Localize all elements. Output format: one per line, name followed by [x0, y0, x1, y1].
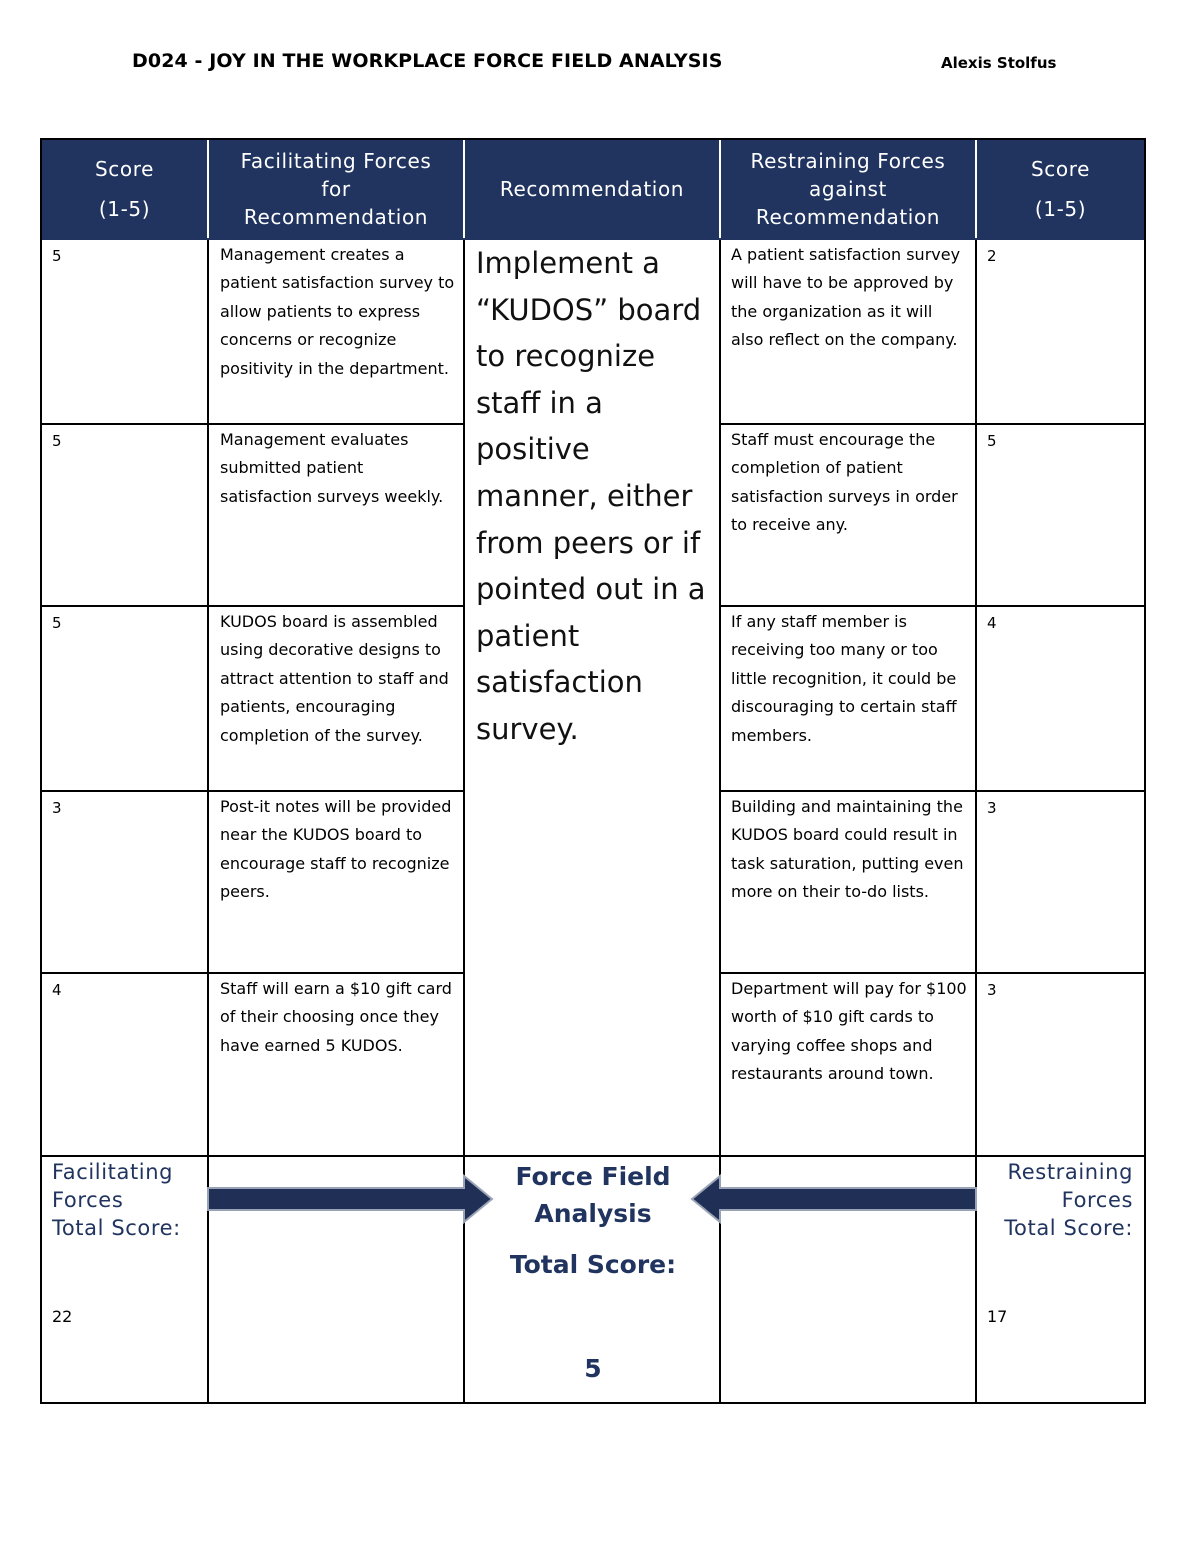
column-divider: [463, 240, 465, 1402]
facilitating-force: Staff will earn a $10 gift card of their choosing once they have earned 5 KUDOS.: [220, 979, 452, 1055]
row-divider: [42, 1155, 465, 1157]
document-title: D024 - JOY IN THE WORKPLACE FORCE FIELD ANALYSIS: [132, 50, 723, 72]
row-divider: [463, 1155, 721, 1157]
restraining-score: 2: [987, 247, 997, 265]
center-label-line: Analysis: [534, 1199, 652, 1228]
facilitating-force: Post-it notes will be provided near the KUDOS board to encourage staff to recognize peers.: [220, 797, 452, 902]
facilitating-score: 5: [52, 614, 62, 632]
total-label-line: Forces: [1061, 1188, 1133, 1212]
facilitating-score: 5: [52, 432, 62, 450]
facilitating-score: 4: [52, 981, 62, 999]
facilitating-force: KUDOS board is assembled using decorative designs to attract attention to staff and patients, encouraging completion of the survey.: [220, 612, 449, 745]
column-divider: [207, 240, 209, 1402]
restraining-total-value: 17: [987, 1307, 1008, 1326]
restraining-force: A patient satisfaction survey will have to be approved by the organization as it will also reflect on the company.: [731, 245, 961, 350]
facilitating-total-label: [52, 1158, 181, 1242]
row-divider: [719, 605, 1144, 607]
row-divider: [719, 790, 1144, 792]
total-label-line: Total Score:: [52, 1216, 181, 1240]
row-divider: [719, 1155, 1144, 1157]
header-line: Recommendation: [499, 177, 685, 201]
header-line: for: [321, 177, 351, 201]
restraining-score: 3: [987, 981, 997, 999]
facilitating-score: 3: [52, 799, 62, 817]
total-label-line: Total Score:: [1004, 1216, 1133, 1240]
restraining-force: If any staff member is receiving too many or too little recognition, it could be discouraging to certain staff members.: [731, 612, 957, 745]
row-divider: [42, 605, 465, 607]
row-divider: [719, 423, 1144, 425]
restraining-score: 4: [987, 614, 997, 632]
center-total-label: [466, 1158, 720, 1283]
restraining-force: Department will pay for $100 worth of $10 gift cards to varying coffee shops and restaurants around town.: [731, 979, 967, 1084]
header-line: Restraining Forces: [750, 149, 946, 173]
header-facilitating-forces: [209, 140, 463, 238]
center-total-value: 5: [584, 1354, 602, 1383]
total-label-line: Restraining: [1007, 1160, 1133, 1184]
arrow-right-icon: [206, 1172, 496, 1226]
header-score-title: Score: [1030, 157, 1090, 181]
header-score-right: [977, 140, 1144, 238]
header-line: Facilitating Forces: [240, 149, 432, 173]
center-label-line: Force Field: [515, 1162, 671, 1191]
author-name: Alexis Stolfus: [941, 54, 1057, 72]
facilitating-force: Management creates a patient satisfaction survey to allow patients to express concerns or recognize positivity in the department.: [220, 245, 455, 378]
facilitating-score: 5: [52, 247, 62, 265]
row-divider: [42, 972, 465, 974]
center-label-line: Total Score:: [509, 1250, 677, 1279]
restraining-score: 5: [987, 432, 997, 450]
recommendation-text: Implement a “KUDOS” board to recognize staff in a positive manner, either from peers or if pointed out in a patient satisfaction survey.: [476, 246, 706, 746]
header-score-title: Score: [94, 157, 154, 181]
total-label-line: Facilitating: [52, 1160, 174, 1184]
header-restraining-forces: [721, 140, 975, 238]
restraining-force: Staff must encourage the completion of patient satisfaction surveys in order to receive any.: [731, 430, 958, 535]
row-divider: [42, 423, 465, 425]
restraining-total-label: [977, 1158, 1133, 1242]
facilitating-total-value: 22: [52, 1307, 73, 1326]
header-score-left: [42, 140, 207, 238]
header-score-range: (1-5): [98, 197, 151, 221]
header-score-range: (1-5): [1034, 197, 1087, 221]
total-label-line: Forces: [52, 1188, 124, 1212]
facilitating-force: Management evaluates submitted patient satisfaction surveys weekly.: [220, 430, 444, 506]
header-line: Recommendation: [243, 205, 429, 229]
arrow-left-icon: [688, 1172, 978, 1226]
row-divider: [719, 972, 1144, 974]
restraining-score: 3: [987, 799, 997, 817]
restraining-force: Building and maintaining the KUDOS board could result in task saturation, putting even more on their to-do lists.: [731, 797, 964, 902]
header-recommendation: [465, 140, 719, 238]
row-divider: [42, 790, 465, 792]
header-line: Recommendation: [755, 205, 941, 229]
header-line: against: [809, 177, 887, 201]
